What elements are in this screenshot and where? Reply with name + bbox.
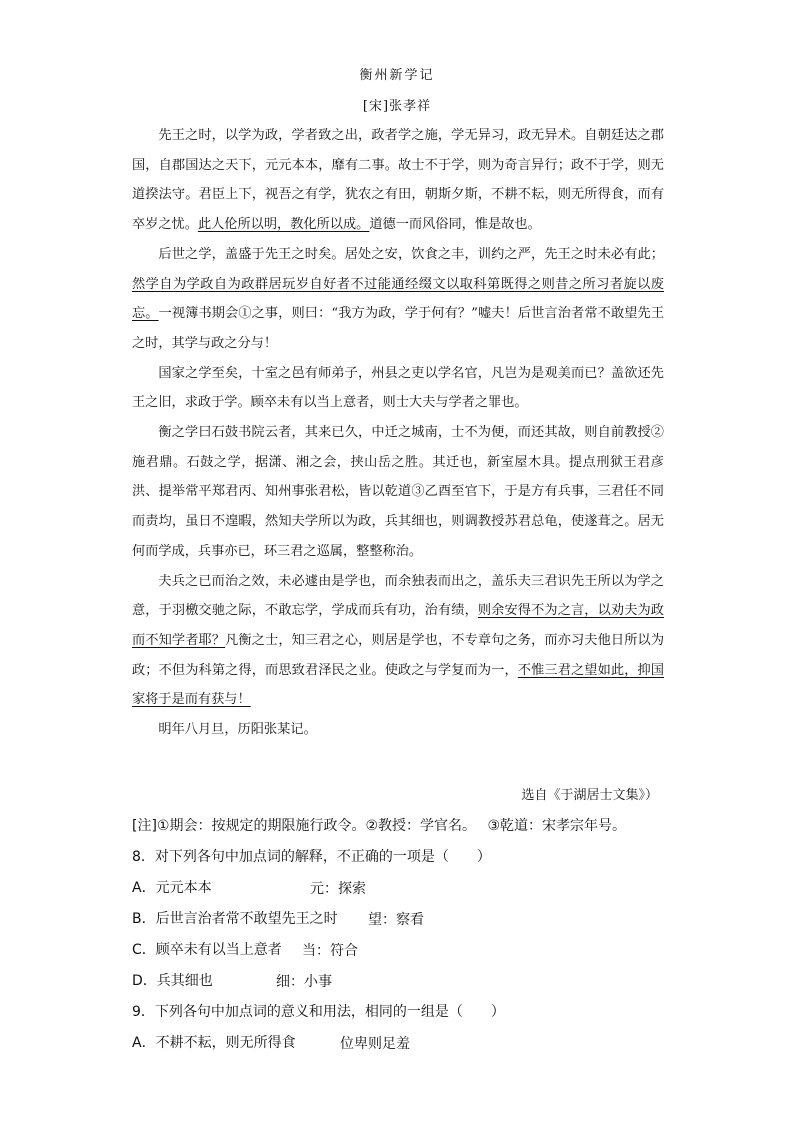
paragraph-1 xyxy=(132,121,664,240)
paragraph-3: 国家之学至矣，十室之邑有师弟子，州县之吏以学名官，凡岂为是观美而已？盖欲还先王之旧，求政于学。顾卒未有以当上意者，则士大夫与学者之罪也。 xyxy=(132,365,664,411)
essay-passage xyxy=(132,121,664,745)
paragraph-5-text-mid: 凡衡之士，知三君之心，则居是学也，不专章句之务，而亦习夫他日所以为政；不但为科第之得，而思致君泽民之业。使政之与学复而为一， xyxy=(132,632,665,678)
paragraph-4: 衡之学曰石鼓书院云者，其来已久，中迁之城南，士不为便，而还其故，则自前教授②施君鼎。石鼓之学，据潇、湘之会，挟山岳之胜。其迁也，新室屋木具。提点刑狱王君彦洪、提举常平郑君丙、知州事张君松，皆以乾道③乙酉至官下，于是方有兵事，三君任不同而责均，虽日不遑暇，然知夫学所以为政，兵其细也，则调教授苏君总龟，使遂葺之。居无何而学成，兵事亦已，环三君之巡属，整整称治。 xyxy=(132,425,664,559)
question-9-stem: 9．下列各句中加点词的意义和用法，相同的一组是（ ） xyxy=(132,1004,505,1020)
annotation-notes: [注]①期会：按规定的期限施行政令。②教授：学官名。 ③乾道：宋孝宗年号。 xyxy=(132,818,627,834)
q9-option-a: A．不耕不耘，则无所得食 xyxy=(132,1035,296,1051)
underlined-sentence-2: 然学自为学政自为政群居玩岁自好者不过能通经缀文以取科第既得之则昔之所习者旋以废忘。 xyxy=(132,276,664,322)
q9-option-a-meaning: 位卑则足羞 xyxy=(340,1036,410,1052)
paragraph-2-text-end: 一视簿书期会①之事，则曰：“我方为政，学于何有？”嘘夫！后世言治者常不敢望先王之时，其学与政之分与！ xyxy=(132,306,665,351)
q8-option-b-meaning: 望：察看 xyxy=(368,912,424,928)
q8-option-b: B．后世言治者常不敢望先王之时 xyxy=(132,911,338,927)
source-citation: 选自《于湖居士文集》） xyxy=(521,788,658,803)
underlined-sentence-1: 此人伦所以明，教化所以成。 xyxy=(197,217,370,233)
underlined-sentence-3: 则余安得不为之言，以劝夫为政而不知学者耶？ xyxy=(132,603,664,648)
essay-title: 衡州新学记 xyxy=(359,68,435,83)
q8-option-c: C．顾卒未有以当上意者 xyxy=(132,942,282,958)
paragraph-6: 明年八月旦，历阳张某记。 xyxy=(158,722,317,738)
essay-author: [宋]张孝祥 xyxy=(362,99,432,114)
paragraph-1-text: 先王之时，以学为政，学者致之出，政者学之施，学无异习，政无异术。自朝廷达之郡国，自郡国达之天下，元元本本，靡有二事。故士不于学，则为奇言异行；政不于学，则无道揆法守。君臣上下，视吾之有学，犹农之有田，朝斯夕斯，不耕不耘，则无所得食，而有卒岁之忧。 xyxy=(132,128,664,233)
paragraph-1-text-end: 道德一而风俗同，惟是故也。 xyxy=(369,217,541,233)
q8-option-c-meaning: 当：符合 xyxy=(302,943,358,959)
paragraph-2-text: 后世之学，盖盛于先王之时矣。居处之安，饮食之丰，训约之严，先王之时未必有此； xyxy=(158,246,664,262)
q8-option-a: A．元元本本 xyxy=(132,880,212,896)
underlined-sentence-4: 不惟三君之望如此，抑国家将于是而有获与！ xyxy=(132,662,664,708)
paragraph-5-text: 夫兵之已而治之效，未必遽由是学也，而余独表而出之，盖乐夫三君识先王所以为学之意，于羽檄交驰之际，不敢忘学，学成而兵有功，治有绩， xyxy=(132,573,664,619)
question-8-stem: 8．对下列各句中加点词的解释，不正确的一项是（ ） xyxy=(132,849,491,865)
q8-option-d-meaning: 细：小事 xyxy=(276,974,332,990)
paragraph-2 xyxy=(132,240,664,359)
q8-option-d: D．兵其细也 xyxy=(132,973,213,989)
q8-option-a-meaning: 元：探索 xyxy=(310,881,366,897)
paragraph-5 xyxy=(132,567,664,716)
